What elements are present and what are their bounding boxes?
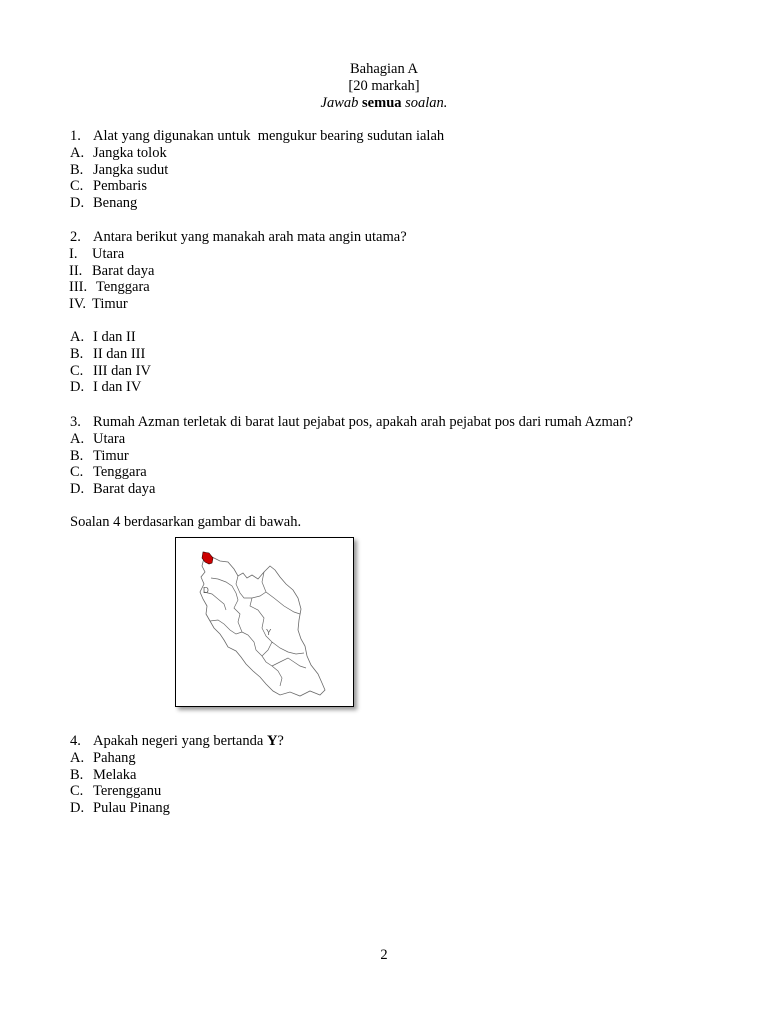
option-letter: D.: [70, 379, 85, 396]
option-letter: C.: [70, 362, 84, 379]
map-svg: [176, 538, 353, 706]
option-text: Pembaris: [93, 178, 147, 195]
option-text: Pahang: [93, 749, 136, 766]
option-2b[interactable]: [70, 346, 151, 363]
option-letter: C.: [70, 178, 84, 195]
statement-text: Utara: [92, 245, 125, 262]
option-text: Jangka tolok: [93, 144, 167, 161]
option-2c[interactable]: [70, 363, 151, 380]
option-text: Benang: [93, 195, 138, 212]
question-2-options: [70, 329, 151, 396]
question-4-text-post: ?: [277, 733, 284, 749]
statement-numeral: I.: [69, 245, 78, 262]
option-2a[interactable]: [70, 329, 151, 346]
question-3-stem: [70, 414, 633, 431]
option-letter: D.: [70, 481, 85, 498]
question-4-stem: [70, 733, 284, 750]
option-3b[interactable]: [70, 448, 633, 465]
section-title: Bahagian A: [349, 61, 419, 77]
option-text: I dan IV: [93, 379, 142, 396]
option-letter: A.: [70, 749, 85, 766]
question-4-text-bold: Y: [266, 733, 278, 749]
instruction-bold: semua: [362, 94, 402, 111]
option-letter: B.: [70, 447, 84, 464]
question-3: [70, 414, 633, 498]
question-4-number: 4.: [70, 733, 81, 749]
map-intro: [70, 514, 301, 531]
state-borders: [204, 572, 306, 686]
option-letter: A.: [70, 430, 85, 447]
question-1-stem: [70, 128, 444, 145]
option-3c[interactable]: [70, 464, 633, 481]
option-3a[interactable]: [70, 431, 633, 448]
option-text: II dan III: [93, 345, 146, 362]
option-text: Melaka: [93, 766, 137, 783]
section-instruction: [0, 95, 768, 112]
option-2d[interactable]: [70, 379, 151, 396]
map-intro-text: Soalan 4 berdasarkan gambar di bawah.: [70, 514, 302, 530]
question-4: [70, 733, 284, 817]
statement-numeral: II.: [69, 262, 83, 279]
option-text: III dan IV: [93, 362, 151, 379]
option-4a[interactable]: [70, 750, 284, 767]
statement-numeral: III.: [69, 279, 88, 296]
option-text: Pulau Pinang: [93, 800, 170, 817]
question-2: [70, 229, 407, 313]
option-4b[interactable]: [70, 767, 284, 784]
option-text: Jangka sudut: [93, 161, 169, 178]
statement-ii: [69, 263, 406, 280]
map-label-y: Y: [266, 628, 272, 637]
option-text: Terengganu: [93, 783, 162, 800]
question-1-number: 1.: [70, 128, 81, 144]
option-text: Utara: [93, 430, 126, 447]
question-4-text-pre: Apakah negeri yang bertanda: [93, 733, 267, 749]
perlis-highlight: [202, 552, 213, 564]
peninsular-malaysia-map: [175, 537, 354, 707]
option-letter: D.: [70, 195, 85, 212]
question-2-number: 2.: [70, 229, 81, 245]
option-letter: D.: [70, 800, 85, 817]
option-text: I dan II: [93, 329, 136, 345]
instruction-italic-1: Jawab: [320, 94, 359, 111]
option-letter: A.: [70, 329, 85, 345]
question-3-number: 3.: [70, 414, 81, 430]
section-marks: [20 markah]: [348, 77, 420, 94]
statement-text: Tenggara: [96, 279, 150, 296]
option-letter: A.: [70, 144, 85, 161]
section-header: [0, 61, 768, 111]
statement-iii: [69, 279, 406, 296]
statement-iv: [69, 296, 406, 313]
page-number: 2: [380, 947, 388, 963]
statement-i: [69, 246, 406, 263]
statement-text: Timur: [92, 296, 128, 313]
option-letter: C.: [70, 464, 84, 481]
option-1c[interactable]: [70, 178, 444, 195]
option-1b[interactable]: [70, 162, 444, 179]
option-letter: B.: [70, 161, 84, 178]
option-4c[interactable]: [70, 783, 284, 800]
map-label-d: D: [203, 586, 209, 595]
option-text: Tenggara: [93, 464, 147, 481]
option-letter: B.: [70, 766, 84, 783]
question-2-stem: [70, 229, 407, 246]
question-1: [70, 128, 444, 212]
question-1-text: Alat yang digunakan untuk mengukur bearing sudutan ialah: [93, 128, 445, 144]
statement-text: Barat daya: [92, 262, 155, 279]
option-text: Barat daya: [93, 481, 156, 498]
option-text: Timur: [93, 447, 129, 464]
instruction-italic-2: soalan.: [405, 94, 448, 111]
option-letter: B.: [70, 345, 84, 362]
question-3-text: Rumah Azman terletak di barat laut pejabat pos, apakah arah pejabat pos dari rumah Azman?: [93, 414, 633, 430]
statement-numeral: IV.: [69, 296, 87, 313]
question-2-text: Antara berikut yang manakah arah mata angin utama?: [93, 229, 407, 245]
option-4d[interactable]: [70, 800, 284, 817]
option-letter: C.: [70, 783, 84, 800]
option-3d[interactable]: [70, 481, 633, 498]
option-1a[interactable]: [70, 145, 444, 162]
option-1d[interactable]: [70, 195, 444, 212]
